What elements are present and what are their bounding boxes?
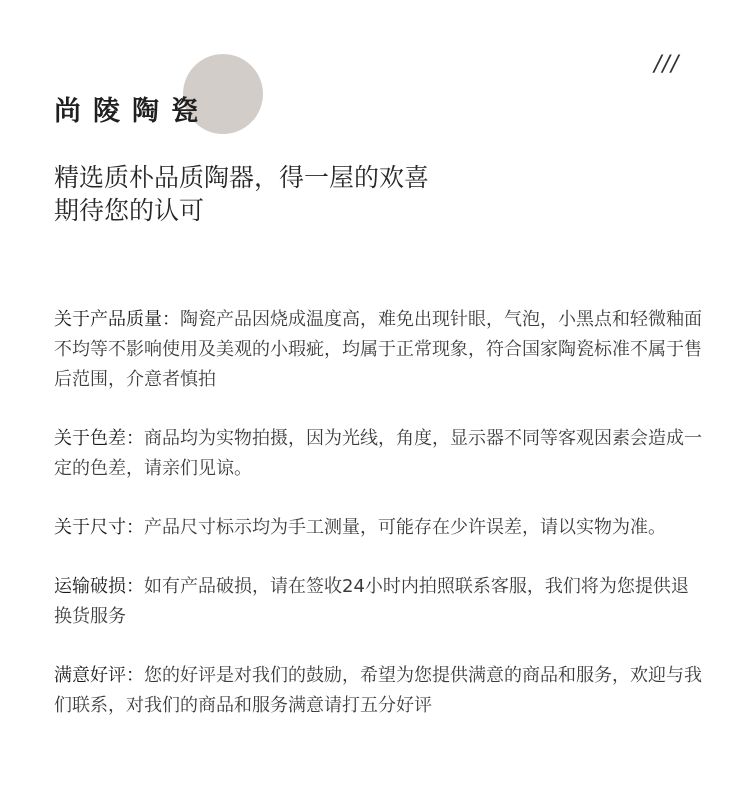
note-quality [54, 305, 704, 395]
notes-section [54, 305, 704, 750]
note-heading: 运输破损： [54, 576, 144, 597]
slash-decoration: /// [654, 52, 680, 77]
note-color [54, 424, 704, 484]
note-body: 产品尺寸标示均为手工测量，可能存在少许误差，请以实物为准。 [144, 517, 666, 538]
slogan [54, 161, 429, 227]
note-heading: 满意好评： [54, 665, 144, 686]
note-damage [54, 572, 704, 632]
note-heading: 关于色差： [54, 428, 144, 449]
note-body: 陶瓷产品因烧成温度高，难免出现针眼，气泡，小黑点和轻微釉面不均等不影响使用及美观的小瑕疵，均属于正常现象，符合国家陶瓷标准不属于售后范围，介意者慎拍 [54, 309, 702, 390]
slogan-line-1: 精选质朴品质陶器，得一屋的欢喜 [54, 163, 430, 192]
note-review [54, 661, 704, 721]
slogan-line-2: 期待您的认可 [54, 196, 205, 225]
note-size [54, 513, 704, 543]
note-body: 商品均为实物拍摄，因为光线，角度，显示器不同等客观因素会造成一定的色差，请亲们见谅。 [54, 428, 702, 479]
note-heading: 关于尺寸： [54, 517, 144, 538]
brand-title: 尚陵陶瓷 [54, 96, 210, 127]
note-heading: 关于产品质量： [54, 309, 180, 330]
note-body: 您的好评是对我们的鼓励，希望为您提供满意的商品和服务，欢迎与我们联系，对我们的商品和服务满意请打五分好评 [54, 665, 702, 716]
note-body: 如有产品破损，请在签收24小时内拍照联系客服，我们将为您提供退换货服务 [54, 576, 689, 627]
